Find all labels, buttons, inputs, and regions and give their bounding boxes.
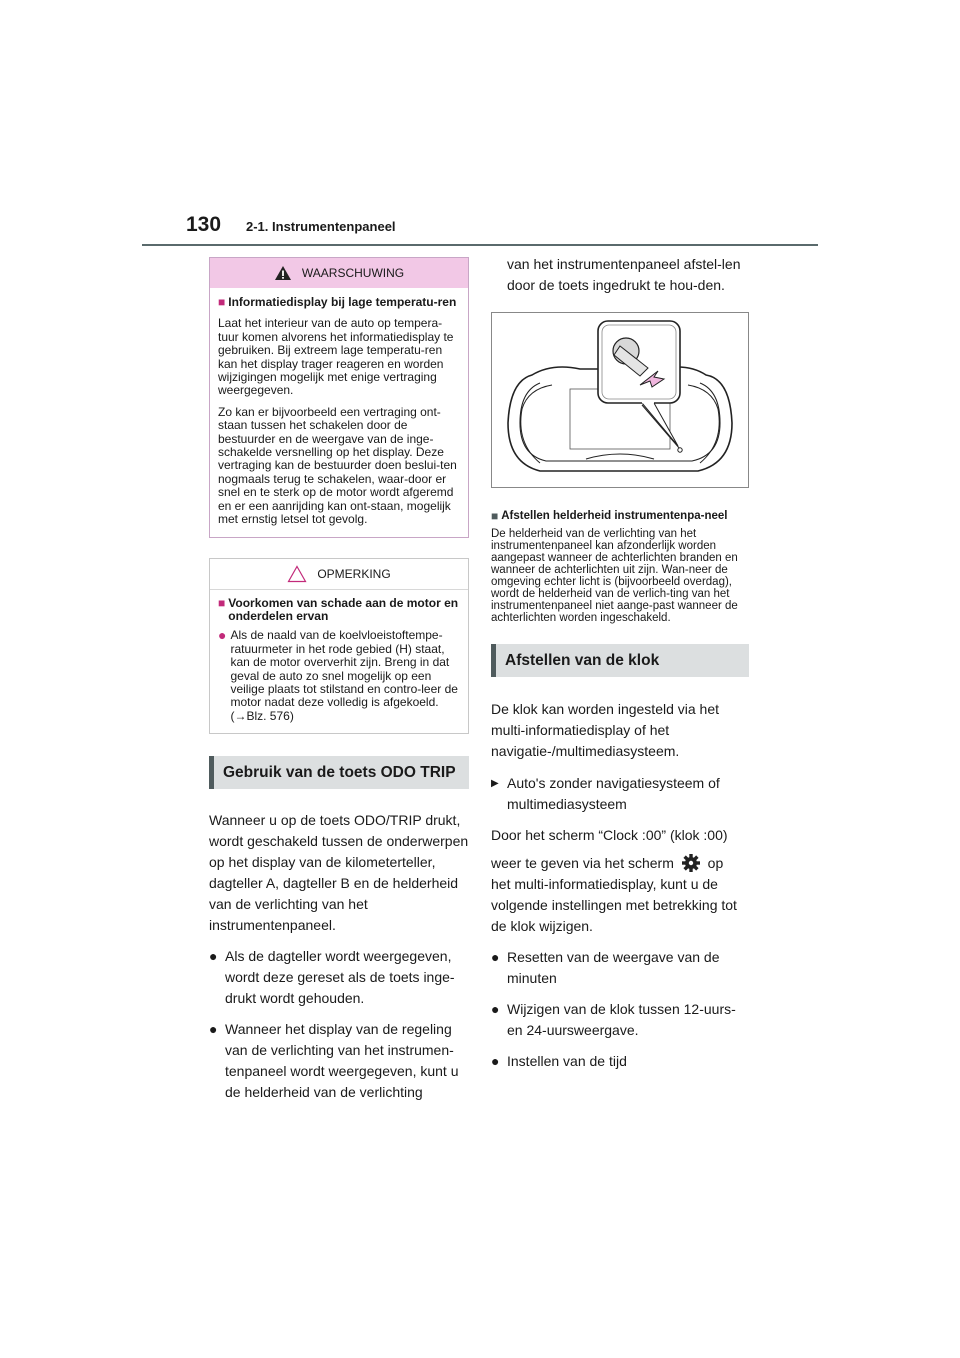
bullet-dot-icon: ● [209,948,218,965]
clock-bullet-item [491,999,749,1041]
odo-continuation-text: van het instrumentenpaneel afstel-len door de toets ingedrukt te hou-den. [507,256,741,293]
clock-intro: De klok kan worden ingesteld via het multi-informatiedisplay of het navigatie-/multimediasysteem. [491,701,720,759]
odo-trip-heading-text: Gebruik van de toets ODO TRIP [223,763,456,781]
warning-body [210,288,468,537]
warning-box [209,257,469,538]
odo-bullet-item [209,1019,469,1103]
brightness-block [491,510,749,624]
clock-para-b-part1: weer te geven via het scherm [491,855,674,871]
instrument-cluster-illustration [492,313,748,487]
header-rule [142,244,818,246]
circle-bullet-icon: ● [218,627,227,644]
clock-condition [491,773,749,815]
clock-bullet-text: Instellen van de tijd [507,1053,627,1069]
clock-bullet-text: Resetten van de weergave van de minuten [507,949,720,986]
odo-continuation [491,254,749,296]
note-bullet [218,629,460,723]
clock-condition-text: Auto's zonder navigatiesysteem of multimediasysteem [507,775,720,812]
odo-trip-heading [209,756,469,789]
caution-triangle-icon [287,565,307,583]
odo-bullet-text: Als de dagteller wordt weergegeven, wordt deze gereset als de toets inge-drukt wordt gehouden. [225,948,455,1007]
clock-bullet-item [491,947,749,989]
note-subtitle-text: Voorkomen van schade aan de motor en onderdelen ervan [228,595,459,623]
page-header [0,0,960,250]
clock-para-a: Door het scherm “Clock :00” (klok :00) [491,827,728,843]
clock-para-c: het multi-informatiedisplay, kunt u de volgende instellingen met betrekking tot de klok wijzigen. [491,876,737,934]
warning-header [210,258,468,288]
square-bullet-icon: ■ [218,295,226,309]
note-bullet-text: Als de naald van de koelvloeistoftempe-ratuurmeter in het rode gebied (H) staat, kan de motor oververhit zijn. Breng in dat geval de auto zo snel mogelijk op een veilige plaats tot stilstand en contro-leer de motor nadat deze volledig is afgekoeld. (→Blz. 576) [230,628,458,723]
warning-triangle-icon [274,265,292,281]
bullet-dot-icon: ● [209,1021,218,1038]
section-title: 2-1. Instrumentenpaneel [246,219,396,234]
clock-bullet-item [491,1051,749,1072]
clock-heading-text: Afstellen van de klok [505,651,660,669]
clock-para-b [491,852,749,874]
brightness-subtitle-text: Afstellen helderheid instrumentenpa-neel [501,510,728,522]
odo-bullet-item [209,946,469,1009]
bullet-dot-icon: ● [491,1001,500,1017]
warning-subtitle [218,296,460,309]
brightness-text: De helderheid van de verlichting van het instrumentenpaneel kan afzonderlijk worden aangepast wanneer de achterlichten branden en wanneer de achterlichten uit zijn. Wan-neer de omgeving echter licht is (bijvoorbeeld overdag), wordt de helderheid van de verlich-ting van het instrumentenpaneel niet aange-past wanneer de achterlichten worden ingeschakeld. [491,528,738,624]
square-bullet-icon: ■ [491,509,499,523]
bullet-dot-icon: ● [491,949,500,965]
note-box [209,558,469,735]
note-header [210,559,468,590]
note-title: OPMERKING [317,566,391,581]
triangle-marker-icon: ▶ [491,778,499,789]
brightness-subtitle [491,510,749,522]
instrument-panel-figure [491,312,749,488]
odo-intro: Wanneer u op de toets ODO/TRIP drukt, wordt geschakeld tussen de onderwerpen op het display van de kilometerteller, dagteller A, dagteller B en de helderheid van de verlichting van het instrumentenpaneel. [209,812,469,934]
odo-bullet-text: Wanneer het display van de regeling van de verlichting van het instrumen-tenpaneel wordt weergegeven, kunt u de helderheid van de verlichting [225,1021,459,1101]
clock-bullet-text: Wijzigen van de klok tussen 12-uurs- en 24-uursweergave. [507,1001,736,1038]
right-column [491,257,749,1072]
square-bullet-icon: ■ [218,595,226,610]
warning-paragraph: Laat het interieur van de auto op tempera-tuur komen alvorens het informatiedisplay te gebruiken. Bij extreem lage temperatu-ren kan het display trager reageren en worden wijzigingen mogelijk met enige vertraging weergegeven. [218,316,454,398]
clock-para-b-part2: op [707,855,724,871]
gear-icon [680,852,702,874]
warning-subtitle-text: Informatiedisplay bij lage temperatu-ren [228,295,457,309]
bullet-dot-icon: ● [491,1053,500,1069]
warning-paragraph: Zo kan er bijvoorbeeld een vertraging ont-staan tussen het schakelen door de bestuurder en de weergave van de inge-schakelde versnelling op het display. Deze vertraging kan de bestuurder doen beslui-ten nogmaals terug te schakelen, waar-door er snel en te sterk op de motor wordt afgeremd en er een aanrijding kan ont-staan, mogelijk met ernstig letsel tot gevolg. [218,404,457,527]
page-number: 130 [186,213,222,236]
clock-heading [491,644,749,677]
left-column [209,257,469,1103]
warning-title: WAARSCHUWING [301,266,405,280]
note-subtitle [218,597,460,624]
note-body [210,590,468,734]
